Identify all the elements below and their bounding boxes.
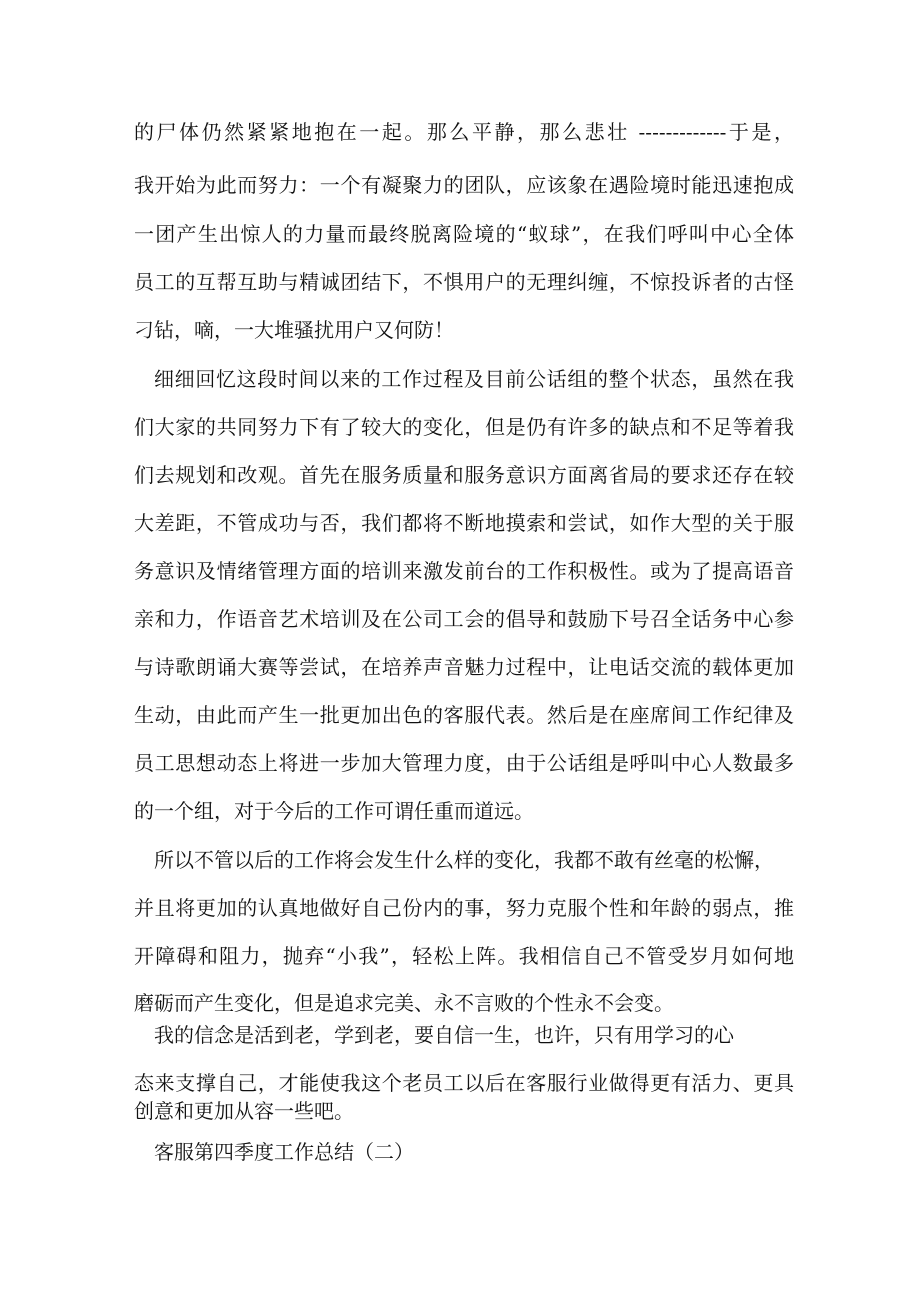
paragraph-line: 开障碍和阻力，抛弃“小我”，轻松上阵。我相信自己不管受岁月如何地	[134, 944, 794, 968]
paragraph-line: 态来支撑自己，才能使我这个老员工以后在客服行业做得更有活力、更具	[134, 1071, 794, 1095]
section-heading: 客服第四季度工作总结（二）	[154, 1140, 414, 1164]
paragraph-line: 一团产生出惊人的力量而最终脱离险境的“蚁球”，在我们呼叫中心全体	[134, 222, 794, 246]
paragraph-line: 细细回忆这段时间以来的工作过程及目前公话组的整个状态，虽然在我	[154, 367, 794, 391]
paragraph-line: 员工思想动态上将进一步加大管理力度，由于公话组是呼叫中心人数最多	[134, 751, 794, 775]
paragraph-line: 亲和力，作语音艺术培训及在公司工会的倡导和鼓励下号召全话务中心参	[134, 607, 794, 631]
paragraph-line: 大差距，不管成功与否，我们都将不断地摸索和尝试，如作大型的关于服	[134, 511, 794, 535]
paragraph-line: 磨砺而产生变化，但是追求完美、永不言败的个性永不会变。	[134, 991, 674, 1015]
paragraph-line: 所以不管以后的工作将会发生什么样的变化，我都不敢有丝毫的松懈，	[154, 848, 774, 872]
paragraph-line: 的尸体仍然紧紧地抱在一起。那么平静，那么悲壮 -------------于是，	[134, 120, 794, 144]
paragraph-line: 生动，由此而产生一批更加出色的客服代表。然后是在座席间工作纪律及	[134, 703, 794, 727]
paragraph-line: 务意识及情绪管理方面的培训来激发前台的工作积极性。或为了提高语音	[134, 559, 794, 583]
paragraph-line: 我开始为此而努力：一个有凝聚力的团队，应该象在遇险境时能迅速抱成	[134, 173, 794, 197]
paragraph-line: 并且将更加的认真地做好自己份内的事，努力克服个性和年龄的弱点，推	[134, 896, 794, 920]
paragraph-line: 们大家的共同努力下有了较大的变化，但是仍有许多的缺点和不足等着我	[134, 415, 794, 439]
paragraph-line: 的一个组，对于今后的工作可谓任重而道远。	[134, 799, 534, 823]
paragraph-line: 们去规划和改观。首先在服务质量和服务意识方面离省局的要求还存在较	[134, 463, 794, 487]
paragraph-line: 创意和更加从容一些吧。	[134, 1099, 354, 1123]
paragraph-line: 员工的互帮互助与精诚团结下，不惧用户的无理纠缠，不惊投诉者的古怪	[134, 270, 794, 294]
paragraph-line: 刁钻，嘀，一大堆骚扰用户又何防！	[134, 318, 454, 342]
paragraph-line: 我的信念是活到老，学到老，要自信一生，也许，只有用学习的心	[154, 1023, 734, 1047]
paragraph-line: 与诗歌朗诵大赛等尝试，在培养声音魅力过程中，让电话交流的载体更加	[134, 655, 794, 679]
